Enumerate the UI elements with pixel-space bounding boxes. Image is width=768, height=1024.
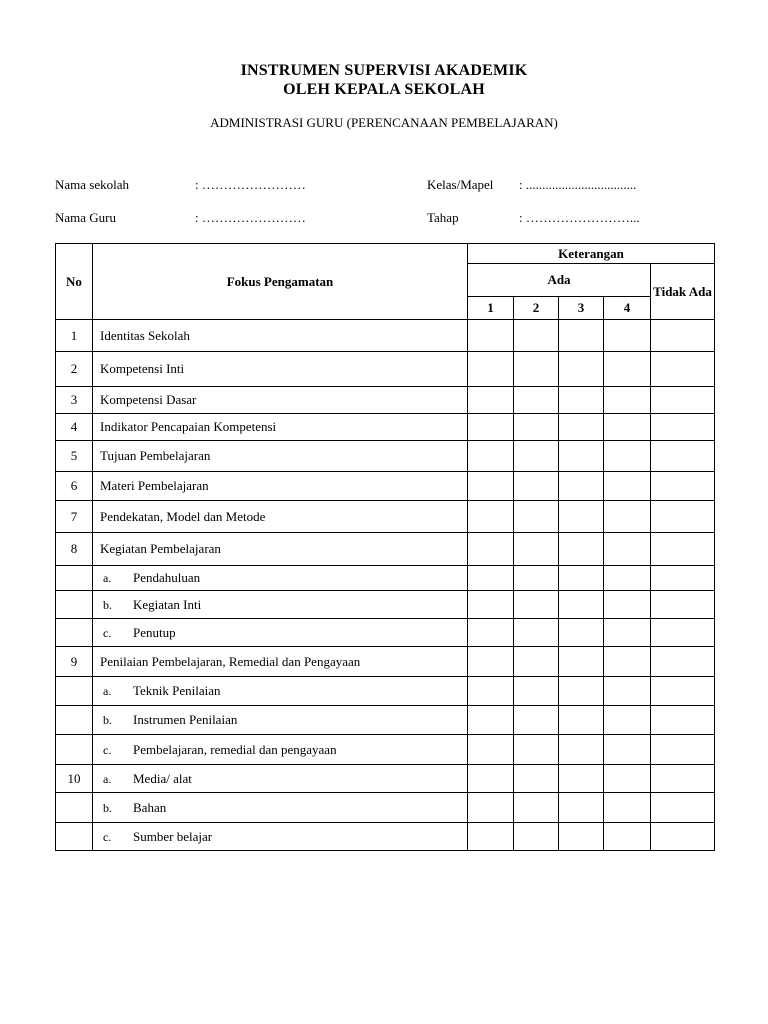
score-1-cell[interactable]	[468, 647, 514, 677]
tidak-ada-cell[interactable]	[651, 441, 715, 472]
tidak-ada-cell[interactable]	[651, 387, 715, 414]
tidak-ada-cell[interactable]	[651, 793, 715, 823]
score-3-cell[interactable]	[559, 619, 604, 647]
score-3-cell[interactable]	[559, 566, 604, 591]
fokus-item	[93, 823, 468, 851]
score-1-cell[interactable]	[468, 619, 514, 647]
supervision-table	[55, 243, 715, 851]
tidak-ada-cell[interactable]	[651, 414, 715, 441]
score-4-cell[interactable]	[604, 501, 651, 533]
table-row	[56, 533, 715, 566]
score-4-cell[interactable]	[604, 735, 651, 765]
item-letter: a.	[103, 771, 112, 786]
item-letter: b.	[103, 800, 112, 815]
fokus-item	[93, 591, 468, 619]
header-keterangan: Keterangan	[468, 244, 715, 264]
score-2-cell[interactable]	[514, 472, 559, 501]
score-4-cell[interactable]	[604, 793, 651, 823]
row-number	[56, 793, 93, 823]
score-4-cell[interactable]	[604, 414, 651, 441]
nama-sekolah-field: : ……………………	[195, 177, 306, 192]
score-4-cell[interactable]	[604, 533, 651, 566]
header-no: No	[56, 244, 93, 320]
score-1-cell[interactable]	[468, 414, 514, 441]
table-row	[56, 677, 715, 706]
score-4-cell[interactable]	[604, 591, 651, 619]
row-number: 1	[56, 320, 93, 352]
row-number: 7	[56, 501, 93, 533]
fokus-item: Kompetensi Dasar	[93, 387, 468, 414]
nama-sekolah-label: Nama sekolah	[55, 177, 130, 192]
score-2-cell[interactable]	[514, 823, 559, 851]
tahap-label: Tahap	[427, 210, 459, 225]
score-1-cell[interactable]	[468, 706, 514, 735]
nama-guru-field: : ……………………	[195, 210, 306, 225]
tidak-ada-cell[interactable]	[651, 501, 715, 533]
row-number	[56, 619, 93, 647]
table-row	[56, 647, 715, 677]
table-row	[56, 387, 715, 414]
item-text: Bahan	[133, 799, 167, 815]
item-text: Sumber belajar	[133, 828, 213, 844]
tidak-ada-cell[interactable]	[651, 472, 715, 501]
fokus-item	[93, 793, 468, 823]
row-number: 9	[56, 647, 93, 677]
document-subtitle: ADMINISTRASI GURU (PERENCANAAN PEMBELAJARAN)	[210, 115, 558, 130]
table-row	[56, 352, 715, 387]
table-row	[56, 591, 715, 619]
score-2-cell[interactable]	[514, 765, 559, 793]
score-3-cell[interactable]	[559, 823, 604, 851]
table-row	[56, 441, 715, 472]
item-text: Media/ alat	[133, 770, 192, 786]
score-3-cell[interactable]	[559, 735, 604, 765]
tidak-ada-cell[interactable]	[651, 352, 715, 387]
score-4-cell[interactable]	[604, 677, 651, 706]
table-row	[56, 501, 715, 533]
score-3-cell[interactable]	[559, 647, 604, 677]
row-number: 2	[56, 352, 93, 387]
table-row	[56, 793, 715, 823]
score-4-cell[interactable]	[604, 823, 651, 851]
tidak-ada-cell[interactable]	[651, 735, 715, 765]
fokus-item	[93, 677, 468, 706]
row-number: 8	[56, 533, 93, 566]
fokus-item: Indikator Pencapaian Kompetensi	[93, 414, 468, 441]
tidak-ada-cell[interactable]	[651, 533, 715, 566]
score-2-cell[interactable]	[514, 501, 559, 533]
row-number: 4	[56, 414, 93, 441]
fokus-item: Materi Pembelajaran	[93, 472, 468, 501]
score-3-cell[interactable]	[559, 387, 604, 414]
score-1-cell[interactable]	[468, 501, 514, 533]
score-1-cell[interactable]	[468, 320, 514, 352]
item-letter: c.	[103, 829, 112, 844]
score-2-cell[interactable]	[514, 647, 559, 677]
fokus-item: Kegiatan Pembelajaran	[93, 533, 468, 566]
fokus-item: Penilaian Pembelajaran, Remedial dan Pengayaan	[93, 647, 468, 677]
score-2-cell[interactable]	[514, 735, 559, 765]
table-row	[56, 414, 715, 441]
row-number	[56, 591, 93, 619]
item-letter: a.	[103, 684, 112, 698]
fokus-item	[93, 619, 468, 647]
score-1-cell[interactable]	[468, 735, 514, 765]
item-letter: c.	[103, 625, 112, 640]
table-row	[56, 706, 715, 735]
row-number: 3	[56, 387, 93, 414]
header-score-4: 4	[604, 297, 651, 320]
table-row	[56, 619, 715, 647]
score-4-cell[interactable]	[604, 441, 651, 472]
score-1-cell[interactable]	[468, 591, 514, 619]
item-text: Kegiatan Inti	[133, 596, 202, 612]
item-letter: b.	[103, 713, 112, 727]
score-2-cell[interactable]	[514, 320, 559, 352]
table-row	[56, 472, 715, 501]
score-3-cell[interactable]	[559, 501, 604, 533]
score-1-cell[interactable]	[468, 441, 514, 472]
score-1-cell[interactable]	[468, 352, 514, 387]
score-2-cell[interactable]	[514, 591, 559, 619]
kelas-mapel-field: : ..................................	[519, 177, 637, 192]
tahap-field: : ……………………...	[519, 210, 640, 225]
score-3-cell[interactable]	[559, 765, 604, 793]
score-4-cell[interactable]	[604, 387, 651, 414]
score-1-cell[interactable]	[468, 677, 514, 706]
score-4-cell[interactable]	[604, 706, 651, 735]
score-2-cell[interactable]	[514, 619, 559, 647]
table-body	[56, 320, 715, 851]
score-3-cell[interactable]	[559, 414, 604, 441]
score-2-cell[interactable]	[514, 706, 559, 735]
score-3-cell[interactable]	[559, 706, 604, 735]
row-number	[56, 677, 93, 706]
row-number	[56, 706, 93, 735]
tidak-ada-cell[interactable]	[651, 765, 715, 793]
item-letter: a.	[103, 571, 112, 585]
score-2-cell[interactable]	[514, 533, 559, 566]
score-3-cell[interactable]	[559, 352, 604, 387]
document-title-line2: OLEH KEPALA SEKOLAH	[283, 81, 485, 98]
score-1-cell[interactable]	[468, 533, 514, 566]
tidak-ada-cell[interactable]	[651, 677, 715, 706]
nama-guru-label: Nama Guru	[55, 210, 117, 225]
score-4-cell[interactable]	[604, 566, 651, 591]
fokus-item: Identitas Sekolah	[93, 320, 468, 352]
table-row	[56, 320, 715, 352]
score-4-cell[interactable]	[604, 472, 651, 501]
row-number	[56, 823, 93, 851]
score-3-cell[interactable]	[559, 441, 604, 472]
header-tidak-ada: Tidak Ada	[651, 264, 715, 320]
score-3-cell[interactable]	[559, 533, 604, 566]
score-4-cell[interactable]	[604, 619, 651, 647]
item-letter: b.	[103, 597, 112, 612]
score-1-cell[interactable]	[468, 793, 514, 823]
score-1-cell[interactable]	[468, 566, 514, 591]
fokus-item: Pendekatan, Model dan Metode	[93, 501, 468, 533]
row-number	[56, 566, 93, 591]
fokus-item	[93, 566, 468, 591]
item-letter: c.	[103, 742, 112, 757]
item-text: Pendahuluan	[133, 570, 201, 585]
score-2-cell[interactable]	[514, 414, 559, 441]
score-4-cell[interactable]	[604, 647, 651, 677]
tidak-ada-cell[interactable]	[651, 591, 715, 619]
score-4-cell[interactable]	[604, 320, 651, 352]
score-2-cell[interactable]	[514, 566, 559, 591]
score-4-cell[interactable]	[604, 765, 651, 793]
fokus-item	[93, 735, 468, 765]
tidak-ada-cell[interactable]	[651, 619, 715, 647]
kelas-mapel-label: Kelas/Mapel	[427, 177, 494, 192]
score-1-cell[interactable]	[468, 765, 514, 793]
tidak-ada-cell[interactable]	[651, 706, 715, 735]
tidak-ada-cell[interactable]	[651, 823, 715, 851]
score-3-cell[interactable]	[559, 320, 604, 352]
score-3-cell[interactable]	[559, 793, 604, 823]
tidak-ada-cell[interactable]	[651, 647, 715, 677]
score-1-cell[interactable]	[468, 387, 514, 414]
header-score-3: 3	[559, 297, 604, 320]
tidak-ada-cell[interactable]	[651, 320, 715, 352]
item-text: Pembelajaran, remedial dan pengayaan	[133, 741, 337, 757]
row-number	[56, 735, 93, 765]
score-2-cell[interactable]	[514, 441, 559, 472]
header-fokus-pengamatan: Fokus Pengamatan	[93, 244, 468, 320]
document-title: INSTRUMEN SUPERVISI AKADEMIK	[240, 62, 528, 79]
score-1-cell[interactable]	[468, 472, 514, 501]
score-3-cell[interactable]	[559, 591, 604, 619]
fokus-item: Kompetensi Inti	[93, 352, 468, 387]
row-number: 5	[56, 441, 93, 472]
row-number: 6	[56, 472, 93, 501]
score-1-cell[interactable]	[468, 823, 514, 851]
header-score-1: 1	[468, 297, 514, 320]
fokus-item	[93, 706, 468, 735]
score-2-cell[interactable]	[514, 352, 559, 387]
header-ada: Ada	[468, 264, 651, 297]
item-text: Teknik Penilaian	[133, 683, 221, 698]
row-number: 10	[56, 765, 93, 793]
table-row	[56, 765, 715, 793]
item-text: Penutup	[133, 624, 176, 640]
table-row	[56, 735, 715, 765]
score-2-cell[interactable]	[514, 793, 559, 823]
fokus-item: Tujuan Pembelajaran	[93, 441, 468, 472]
table-row	[56, 823, 715, 851]
score-2-cell[interactable]	[514, 387, 559, 414]
fokus-item	[93, 765, 468, 793]
score-3-cell[interactable]	[559, 472, 604, 501]
tidak-ada-cell[interactable]	[651, 566, 715, 591]
score-3-cell[interactable]	[559, 677, 604, 706]
score-2-cell[interactable]	[514, 677, 559, 706]
item-text: Instrumen Penilaian	[133, 712, 238, 727]
table-row	[56, 566, 715, 591]
header-score-2: 2	[514, 297, 559, 320]
score-4-cell[interactable]	[604, 352, 651, 387]
